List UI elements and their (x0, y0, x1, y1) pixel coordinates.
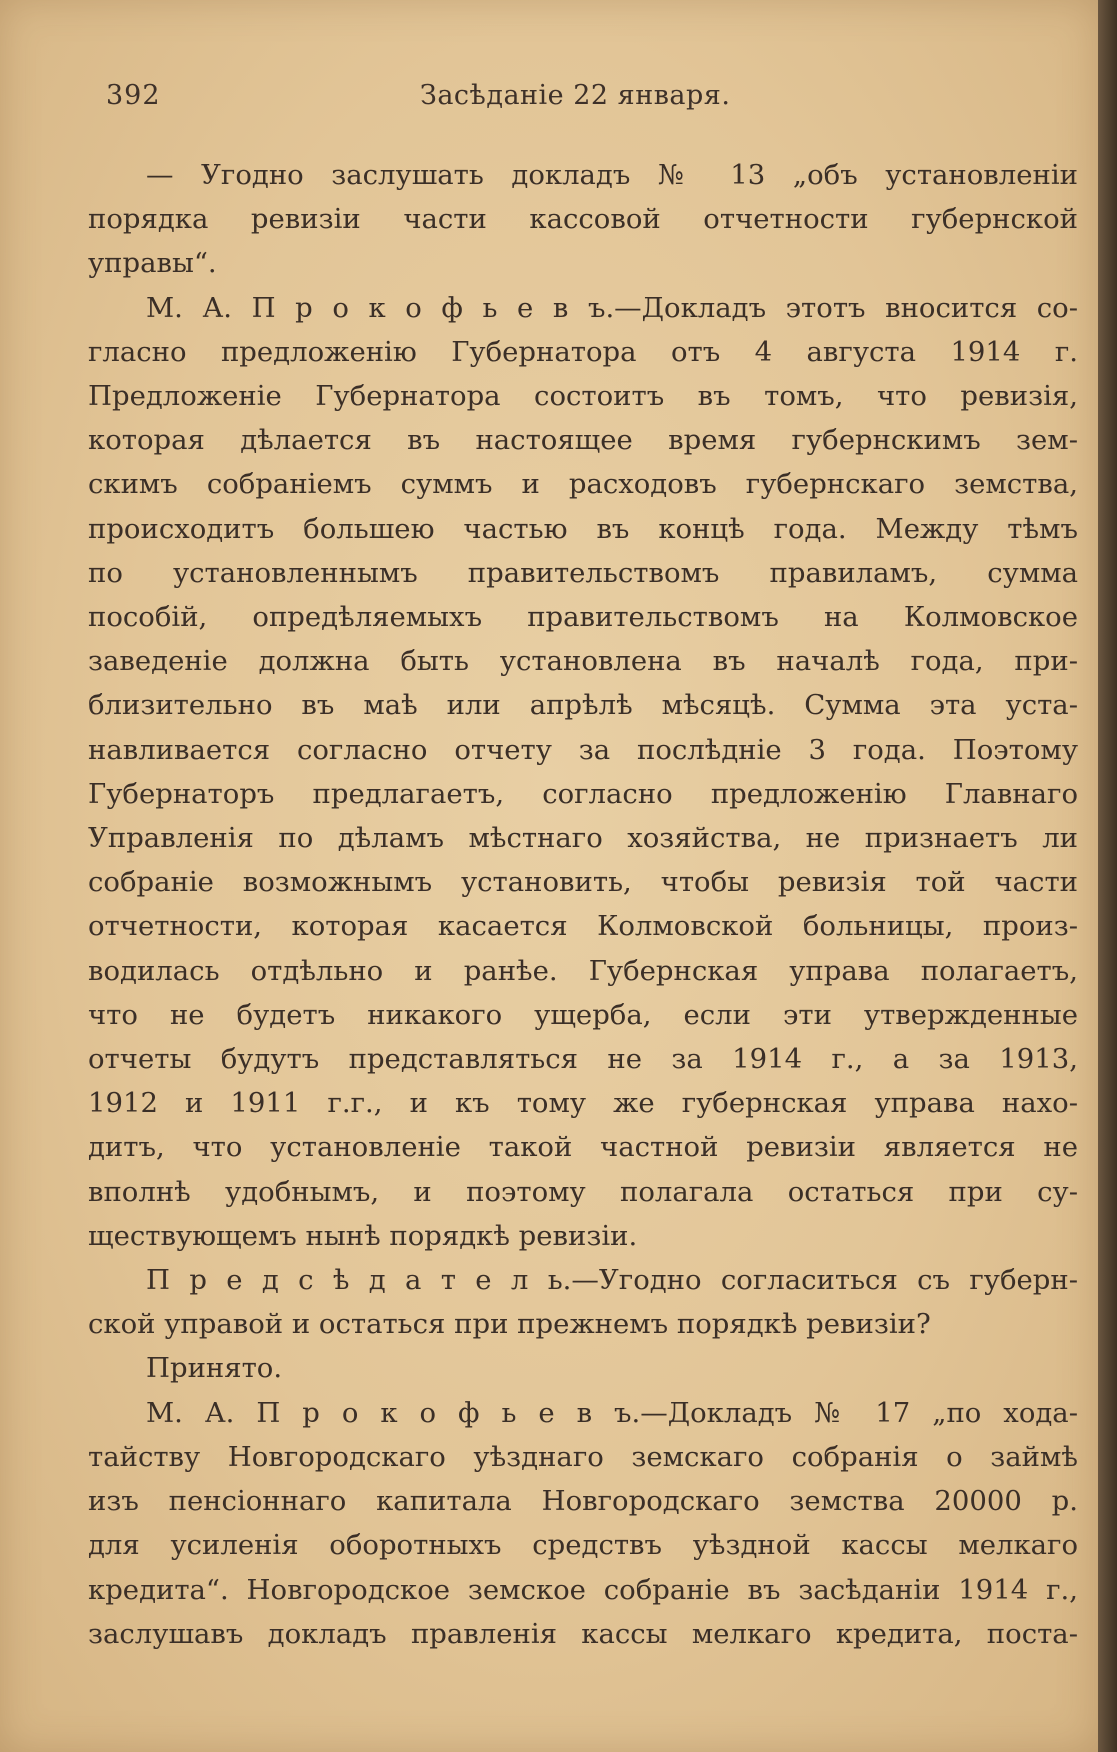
text-line: Принято. (146, 1352, 283, 1385)
text-line: навливается согласно отчету за послѣдніе 3 года. Поэтому (88, 733, 1078, 766)
text-line: заведеніе должна быть установлена въ началѣ года, при- (88, 645, 1078, 678)
text-line: ществующемъ нынѣ порядкѣ ревизіи. (88, 1219, 638, 1252)
text-line: изъ пенсіоннаго капитала Новгородскаго земства 20000 р. (88, 1485, 1078, 1518)
text-line: происходитъ большею частью въ концѣ года. Между тѣмъ (88, 512, 1078, 545)
page-header (0, 76, 1098, 120)
running-head: Засѣданіе 22 января. (420, 80, 731, 111)
text-line: пособій, опредѣляемыхъ правительствомъ на Колмовское (88, 601, 1078, 634)
text-line: Предложеніе Губернатора состоитъ въ томъ, что ревизія, (88, 380, 1078, 413)
page-edge (1098, 0, 1117, 1752)
text-line: отчетности, которая касается Колмовской больницы, произ- (88, 910, 1078, 943)
text-line: по установленнымъ правительствомъ правиламъ, сумма (88, 556, 1078, 589)
text-line: дитъ, что установленіе такой частной ревизіи является не (88, 1131, 1078, 1164)
text-line: отчеты будутъ представляться не за 1914 г., а за 1913, (88, 1043, 1078, 1076)
text-line: собраніе возможнымъ установить, чтобы ревизія той части (88, 866, 1078, 899)
text-line: Губернаторъ предлагаетъ, согласно предложенію Главнаго (88, 777, 1078, 810)
text-line: порядка ревизіи части кассовой отчетности губернской (88, 203, 1078, 236)
text-line: П р е д с ѣ д а т е л ь.—Угодно согласиться съ губерн- (146, 1264, 1078, 1297)
text-line: М. А. П р о к о ф ь е в ъ.—Докладъ № 17 „по хода- (146, 1396, 1078, 1429)
text-line: водилась отдѣльно и ранѣе. Губернская управа полагаетъ, (88, 954, 1078, 987)
text-line: которая дѣлается въ настоящее время губернскимъ зем- (88, 424, 1078, 457)
text-line: тайству Новгородскаго уѣзднаго земскаго собранія о займѣ (88, 1440, 1078, 1473)
text-line: близительно въ маѣ или апрѣлѣ мѣсяцѣ. Сумма эта уста- (88, 689, 1078, 722)
text-line: управы“. (88, 247, 217, 280)
text-line: 1912 и 1911 г.г., и къ тому же губернская управа нахо- (88, 1087, 1078, 1120)
text-line: для усиленія оборотныхъ средствъ уѣздной кассы мелкаго (88, 1529, 1078, 1562)
page-number: 392 (106, 80, 161, 111)
page-body (88, 153, 1078, 1656)
text-line: заслушавъ докладъ правленія кассы мелкаго кредита, поста- (88, 1617, 1078, 1650)
text-line: гласно предложенію Губернатора отъ 4 августа 1914 г. (88, 335, 1078, 368)
text-line: кредита“. Новгородское земское собраніе въ засѣданіи 1914 г., (88, 1573, 1078, 1606)
text-line: Управленія по дѣламъ мѣстнаго хозяйства, не признаетъ ли (88, 822, 1078, 855)
text-line: вполнѣ удобнымъ, и поэтому полагала остаться при су- (88, 1175, 1078, 1208)
text-line: М. А. П р о к о ф ь е в ъ.—Докладъ этотъ вносится со- (146, 291, 1078, 324)
text-line: ской управой и остаться при прежнемъ порядкѣ ревизіи? (88, 1308, 931, 1341)
text-line: — Угодно заслушать докладъ № 13 „объ установленіи (146, 159, 1078, 191)
text-line: скимъ собраніемъ суммъ и расходовъ губернскаго земства, (88, 468, 1078, 501)
text-line: что не будетъ никакого ущерба, если эти утвержденные (88, 998, 1078, 1031)
